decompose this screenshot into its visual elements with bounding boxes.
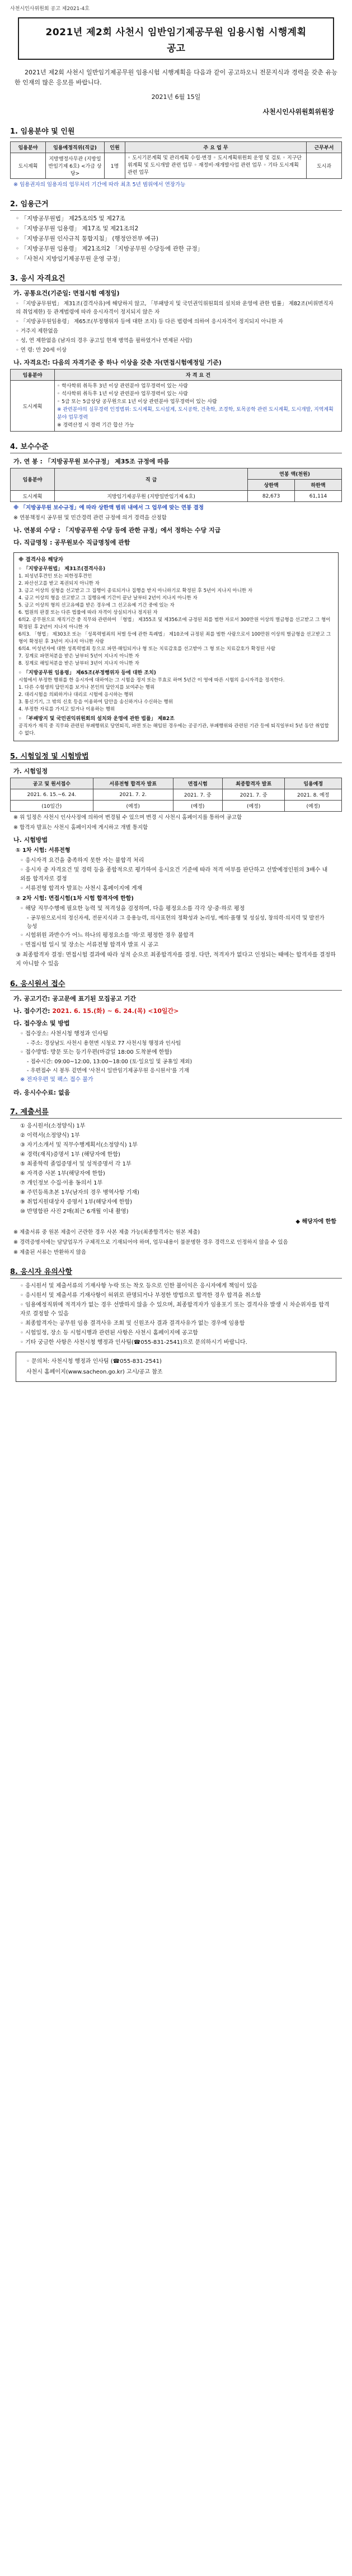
- cell-salary-upper: 82,673: [248, 491, 295, 502]
- cell-dept: 도시과: [307, 153, 342, 179]
- cell-schedule: 2021. 7. 중: [222, 789, 285, 801]
- th-dept: 근무부서: [307, 142, 342, 153]
- box-item: 시험에서 부정한 행위를 한 응시자에 대하여는 그 시험을 정지 또는 무효로 하며 5년간 이 영에 따른 시험의 응시자격을 정지한다.: [18, 678, 285, 683]
- section-7-title: 7. 제출서류: [10, 1106, 342, 1119]
- th-schedule: 임용예정: [285, 778, 342, 789]
- section-8-title: 8. 응시자 유의사항: [10, 1266, 342, 1278]
- th-salary-upper: 상한액: [248, 480, 295, 491]
- section-6d: 라. 응시수수료: 없음: [13, 1089, 71, 1096]
- step2-title: ② 2차 시험: 면접시험(1차 시험 합격자에 한함): [16, 896, 134, 902]
- cell-position: 지방행정사무관 (지방일반임기제 6호) <가급 상당>: [46, 153, 105, 179]
- method-item: ◦ 접수장소: 사천시청 행정과 인사팀: [20, 1031, 109, 1037]
- section-4a-title: 가. 연 봉 : 「지방공무원 보수규정」 제35조 규정에 따름: [13, 458, 170, 465]
- section-4-title: 4. 보수수준: [10, 441, 342, 453]
- section-3-title: 3. 응시 자격요건: [10, 272, 342, 285]
- title-box: [18, 17, 334, 60]
- th-schedule: 서류전형 합격자 발표: [93, 778, 173, 789]
- basis-item: ◦ 「지방공무원 임용령」 제21조의2 「지방공무원 수당등에 관한 규정」: [16, 245, 204, 252]
- box-subtitle-3: ◦ 「부패방지 및 국민권익위원회의 설치와 운영에 관한 법률」 제82조: [18, 716, 175, 722]
- section-6-title: 6. 응시원서 접수: [10, 978, 342, 991]
- basis-item: ◦ 「지방공무원 인사규칙 통합지침」 (행정안전부 예규): [16, 235, 158, 242]
- step2-item: ◦ 면접시험 일시 및 장소는 서류전형 합격자 발표 시 공고: [20, 942, 159, 948]
- final-decision: ③ 최종합격자 결정: 면접시험 결과에 따라 성적 순으로 최종합격자를 결정. 다만, 적격자가 없다고 인정되는 때에는 합격자를 결정하지 아니할 수 있음: [16, 952, 336, 967]
- step2-item: - 공무원으로서의 정신자세, 전문지식과 그 응용능력, 의사표현의 정확성과 논리성, 예의·품행 및 성실성, 창의력·의지력 및 발전가능성: [27, 915, 325, 930]
- box-item: 5. 금고 이상의 형의 선고유예를 받은 경우에 그 선고유예 기간 중에 있는 자: [18, 603, 175, 608]
- th-count: 인원: [105, 142, 125, 153]
- section-1-note: ※ 임용권자의 임용자의 업무처리 기간에 따라 최초 5년 범위에서 연장가능: [13, 182, 186, 188]
- box-subtitle-2: ◦ 「지방공무원 임용령」 제65조(부정행위자 등에 대한 조치): [18, 670, 156, 676]
- box-item: 1. 피성년후견인 또는 피한정후견인: [18, 574, 92, 579]
- homepage-line[interactable]: 사천시 홈페이지(www.sacheon.go.kr) 고시/공고 참조: [26, 1369, 163, 1375]
- document-item: ① 응시원서(소정양식) 1부: [20, 1123, 86, 1129]
- th-salary-amount: 연봉 액(천원): [248, 468, 342, 480]
- basis-item: ◦ 「지방공무원법」 제25조의5 및 제27조: [16, 215, 125, 222]
- th-position: 임용예정직위(직급): [46, 142, 105, 153]
- document-item: ⑩ 반명함판 사진 2매(최근 6개월 이내 촬영): [20, 1209, 129, 1215]
- cell-count: 1명: [105, 153, 125, 179]
- document-item: ⑥ 자격증 사본 1부(해당자에 한함): [20, 1171, 105, 1177]
- th-schedule: 면접시험: [173, 778, 222, 789]
- method-item: ◦ 접수방법: 방문 또는 등기우편(마감일 18:00 도착분에 한함): [20, 1049, 172, 1055]
- box-item: 2. 파산선고를 받고 복권되지 아니한 자: [18, 581, 100, 586]
- step1-item: ◦ 응시자격 요건을 충족하지 못한 자는 불합격 처리: [20, 858, 144, 864]
- qual-req: ※ 경력산정 시 경력 기간 합산 가능: [57, 423, 134, 428]
- caution-item: ◦ 최종합격자는 공무원 임용 결격사유 조회 및 신원조사 결과 결격사유가 없는 경우에 임용함: [20, 1320, 245, 1327]
- th-salary-field: 임용분야: [11, 468, 55, 491]
- box-item: 3. 통신기기, 그 밖의 신호 등을 이용하여 답안을 송신하거나 수신하는 행위: [18, 699, 173, 705]
- th-qual-field: 임용분야: [11, 370, 55, 381]
- requirement-item: ◦ 「지방공무원법」 제31조(결격사유)에 해당하지 않고, 「부패방지 및 국민권익위원회의 설치와 운영에 관한 법률」 제82조(비위면직자의 취업제한) 등 관계법령에 따라 응시자격이 정지되지 않은 자: [16, 301, 334, 315]
- section-5a-title: 가. 시험일정: [13, 768, 48, 775]
- section-5-title: 5. 시험일정 및 시험방법: [10, 750, 342, 763]
- box-item: 2. 대리시험을 의뢰하거나 대리로 시험에 응시하는 행위: [18, 692, 133, 698]
- section-4b: 나. 연봉외 수당 : 「지방공무원 수당 등에 관한 규정」에서 정하는 수당 지급: [13, 527, 221, 534]
- caution-item: ◦ 임용예정직위에 적격자가 없는 경우 선발하지 않을 수 있으며, 최종합격자가 임용포기 또는 결격사유 발생 시 차순위자를 합격자로 결정할 수 있음: [20, 1302, 330, 1317]
- cell-qual-field: 도시계획: [11, 381, 55, 432]
- document-title-sub: 공고: [167, 43, 185, 54]
- cell-schedule: 2021. 7. 2.: [93, 789, 173, 801]
- th-salary-grade: 직 급: [55, 468, 248, 491]
- document-item: ⑨ 취업지원대상자 증명서 1부(해당자에 한함): [20, 1199, 133, 1205]
- cell-salary-field: 도시계획: [11, 491, 55, 502]
- step1-item: ◦ 응시자 중 자격요건 및 경력 등을 종합적으로 평가하여 응시요건 기준에 따라 적격 여부를 판단하고 선발예정인원의 3배수 내외를 합격자로 결정: [20, 867, 328, 882]
- document-title: 2021년 제2회 사천시 임반임기제공무원 임용시험 시행계획: [45, 27, 307, 38]
- section-6a: 가. 공고기간: 공고문에 표기된 모집공고 기간: [13, 995, 136, 1002]
- disqualification-box: [13, 552, 339, 741]
- requirement-item: ◦ 성, 연 제한없음 (남자의 경우 공고일 현재 병역을 필하였거나 면제된 사람): [16, 338, 193, 344]
- cell-qual-reqs: [55, 381, 342, 432]
- cell-duties: ◦ 도시기본계획 및 관리계획 수립·변경 ◦ 도시계획위원회 운영 및 검토 ◦ 지구단위계획 및 도시개발 관련 업무 ◦ 재정비·재개발사업 관련 업무 ◦ 기타 도시계획 관련 업무: [125, 153, 307, 179]
- contact-line: [26, 1357, 326, 1366]
- requirement-item: ◦ 연 령: 만 20세 이상: [16, 347, 67, 353]
- caution-item: ◦ 응시원서 및 제출서류 기재사항이 허위로 판명되거나 부정한 방법으로 합격한 경우 합격을 취소함: [20, 1292, 261, 1299]
- document-item: ⑧ 주민등록초본 1부(남자의 경우 병역사항 기재): [20, 1190, 139, 1196]
- announcement-date: 2021년 6월 15일: [151, 93, 201, 101]
- cell-schedule-sub: (예정): [93, 801, 173, 812]
- box-item: 4. 금고 이상의 형을 선고받고 그 집행유예 기간이 끝난 날부터 2년이 지나지 아니한 자: [18, 595, 198, 601]
- section-1-title: 1. 임용분야 및 인원: [10, 125, 342, 138]
- document-item: ④ 경력(재직)증명서 1부 (해당자에 한함): [20, 1152, 120, 1158]
- section-6b: [13, 1006, 342, 1015]
- th-duties: 주 요 업 무: [125, 142, 307, 153]
- box-item: 3. 금고 이상의 실형을 선고받고 그 집행이 종료되거나 집행을 받지 아니하기로 확정된 후 5년이 지나지 아니한 자: [18, 588, 253, 594]
- th-qual-reqs: 자 격 요 건: [55, 370, 342, 381]
- caution-item: ◦ 응시원서 및 제출서류의 기재사항 누락 또는 착오 등으로 인한 불이익은 응시자에게 책임이 있음: [20, 1283, 257, 1289]
- cell-schedule-sub: (예정): [173, 801, 222, 812]
- salary-note: ※ 「지방공무원 보수규정」에 따라 상한액 범위 내에서 그 업무에 맞는 연봉 결정: [13, 505, 204, 511]
- intro-text: 2021년 제2회 사천시 일반임기제공무원 임용시험 시행계획을 다음과 같이 공고하오니 전문지식과 경력을 갖춘 유능한 인재의 많은 응모를 바랍니다.: [15, 69, 337, 86]
- step2-item: ◦ 해당 직무수행에 필요한 능력 및 적격성을 검정하며, 다음 평정요소를 각각 상·중·하로 평정: [20, 906, 245, 912]
- cell-schedule: 2021. 7. 중: [173, 789, 222, 801]
- box-title: ※ 결격사유 해당자: [18, 557, 64, 563]
- period-label: 나. 접수기간:: [13, 1007, 53, 1015]
- box-subtitle: ◦ 「지방공무원법」 제31조(결격사유): [18, 566, 106, 572]
- cell-schedule: 2021. 8. 예정: [285, 789, 342, 801]
- step1-item: ◦ 서류전형 합격자 발표는 사천시 홈페이지에 게재: [20, 886, 143, 892]
- method-item: - 우편접수 시 봉투 겉면에 '사천시 일반임기제공무원 응시원서'를 기재: [27, 1068, 189, 1074]
- salary-note-2: ※ 연봉책정시 공무원 및 민간경력 관련 규정에 의거 경력을 산정함: [13, 515, 167, 521]
- document-mark: ◆ 해당자에 한함: [295, 1219, 336, 1225]
- th-schedule: 공고 및 원서접수: [11, 778, 93, 789]
- cell-schedule-sub: (10일간): [11, 801, 93, 812]
- contact-value: 사천시청 행정과 인사팀 (☎055-831-2541): [51, 1358, 162, 1365]
- document-note: ※ 제출서류 중 원본 제출이 곤란한 경우 사본 제출 가능(최종합격자는 원본 제출): [13, 1229, 200, 1235]
- th-salary-lower: 하한액: [295, 480, 342, 491]
- positions-table: [10, 141, 342, 179]
- signer: 사천시인사위원회위원장: [262, 108, 334, 116]
- box-item: 6. 법원의 판결 또는 다른 법률에 따라 자격이 상실되거나 정지된 자: [18, 610, 158, 615]
- method-item: ※ 전자우편 및 팩스 접수 불가: [20, 1077, 93, 1083]
- qual-req: ◦ 5급 또는 5급상당 공무원으로 1년 이상 관련분야 업무경력이 있는 사람: [57, 399, 217, 405]
- box-item: 8. 징계로 해임처분을 받은 날부터 3년이 지나지 아니한 자: [18, 661, 139, 666]
- qual-req: ◦ 학사학위 취득후 3년 이상 관련분야 업무경력이 있는 사람: [57, 383, 188, 389]
- schedule-table: [10, 778, 342, 812]
- caution-item: ◦ 시험일정, 장소 등 시험시행과 관련된 사항은 사천시 홈페이지에 공고함: [20, 1330, 198, 1336]
- section-5b-title: 나. 시험방법: [13, 836, 48, 844]
- cell-salary-lower: 61,114: [295, 491, 342, 502]
- method-item: - 접수시간: 09:00~12:00, 13:00~18:00 (토·일요일 및 공휴일 제외): [27, 1059, 193, 1065]
- basis-item: ◦ 「사천시 지방임기제공무원 운영 규정」: [16, 255, 124, 262]
- box-item: 6의3. 「형법」 제303조 또는 「성폭력범죄의 처벌 등에 관한 특례법」 제10조에 규정된 죄를 범한 사람으로서 100만원 이상의 벌금형을 선고받고 그 형이 확정된 후 3년이 지나지 아니한 사람: [18, 632, 331, 645]
- document-note: ※ 경력증명서에는 담당업무가 구체적으로 기재되어야 하며, 업무내용이 불분명한 경우 경력으로 인정하지 않을 수 있음: [13, 1239, 288, 1246]
- caution-item: ◦ 기타 궁금한 사항은 사천시청 행정과 인사팀(☎055-831-2541)으로 문의하시기 바랍니다.: [20, 1339, 247, 1346]
- section-6c-title: 다. 접수장소 및 방법: [13, 1020, 70, 1027]
- schedule-note-2: ※ 합격자 발표는 사천시 홈페이지에 게시하고 개별 통지함: [13, 825, 148, 831]
- salary-table: [10, 468, 342, 502]
- section-3b-title: 나. 자격요건: 다음의 자격기준 중 하나 이상을 갖춘 자(면접시험예정일 기준): [13, 359, 222, 366]
- document-item: ⑤ 최종학력 졸업증명서 및 성적증명서 각 1부: [20, 1161, 132, 1167]
- th-schedule: 최종합격자 발표: [222, 778, 285, 789]
- step2-item: ◦ 시험위원 과반수가 어느 하나의 평정요소를 '하'로 평정한 경우 불합격: [20, 932, 194, 939]
- cell-field: 도시계획: [11, 153, 46, 179]
- method-item: - 주소: 경상남도 사천시 용현면 시청로 77 사천시청 행정과 인사팀: [27, 1040, 181, 1046]
- box-item: 7. 징계로 파면처분을 받은 날부터 5년이 지나지 아니한 자: [18, 654, 139, 659]
- cell-schedule-sub: (예정): [285, 801, 342, 812]
- box-item: 공직자가 재직 중 직무와 관련된 부패행위로 당연퇴직, 파면 또는 해임된 경우에는 공공기관, 부패행위와 관련된 기관 등에 퇴직일부터 5년 동안 취업할 수 없다.: [18, 723, 329, 736]
- section-4c: 다. 직급명칭 : 공무원보수 직급명칭에 관함: [13, 539, 130, 546]
- cell-schedule-sub: (예정): [222, 801, 285, 812]
- document-note: ※ 제출된 서류는 반환하지 않음: [13, 1249, 87, 1256]
- box-item: 4. 부정한 자료를 가지고 있거나 이용하는 행위: [18, 707, 115, 712]
- qual-req: ◦ 석사학위 취득후 1년 이상 관련분야 업무경력이 있는 사람: [57, 391, 188, 397]
- box-item: 6의2. 공무원으로 재직기간 중 직무와 관련하여 「형법」 제355조 및 제356조에 규정된 죄를 범한 자로서 300만원 이상의 벌금형을 선고받고 그 형이 확정된 후 2년이 지나지 아니한 자: [18, 617, 331, 630]
- contact-label: ◦ 문의처:: [26, 1358, 51, 1365]
- section-3a-title: 가. 공통요건(기준일: 면접시험 예정일): [13, 290, 120, 297]
- th-field: 임용분야: [11, 142, 46, 153]
- cell-salary-grade: 지방임기제공무원 (지방일반임기제 6호): [55, 491, 248, 502]
- box-item: 1. 다른 수험생의 답안지를 보거나 본인의 답안지를 보여주는 행위: [18, 685, 155, 690]
- box-item: 6의4. 미성년자에 대한 성폭력범죄 등으로 파면·해임되거나 형 또는 치료감호를 선고받아 그 형 또는 치료감호가 확정된 사람: [18, 646, 276, 652]
- application-period: 2021. 6. 15.(화) ~ 6. 24.(목) <10일간>: [52, 1007, 179, 1015]
- document-number: 사천시인사위원회 공고 제2021-4호: [10, 6, 90, 12]
- document-item: ⑦ 개인정보 수집·이용 동의서 1부: [20, 1180, 103, 1186]
- contact-box: [16, 1352, 336, 1382]
- document-item: ② 이력서(소정양식) 1부: [20, 1133, 80, 1139]
- qual-req: ※ 관련분야의 실무경력 인정범위: 도시계획, 도시설계, 도시공학, 건축학, 조경학, 토목공학 관련 도시계획, 도시개발, 지역계획 분야 업무경력: [57, 407, 334, 420]
- basis-item: ◦ 「지방공무원 임용령」 제17조 및 제21조의2: [16, 225, 139, 232]
- qualification-table: [10, 369, 342, 432]
- section-2-title: 2. 임용근거: [10, 198, 342, 211]
- schedule-note: ※ 위 일정은 사천시 인사사정에 의하여 변경될 수 있으며 변경 시 사천시 홈페이지를 통하여 공고함: [13, 815, 242, 821]
- cell-schedule: 2021. 6. 15.~6. 24.: [11, 789, 93, 801]
- requirement-item: ◦ 거주지 제한없음: [16, 328, 58, 334]
- step1-title: ① 1차 시험: 서류전형: [16, 847, 71, 854]
- document-item: ③ 자기소개서 및 직무수행계획서(소정양식) 1부: [20, 1142, 138, 1148]
- requirement-item: ◦ 「지방공무원임용령」 제65조(부정행위자 등에 대한 조치) 등 다른 법령에 의하여 응시자격이 정지되지 아니한 자: [16, 319, 283, 325]
